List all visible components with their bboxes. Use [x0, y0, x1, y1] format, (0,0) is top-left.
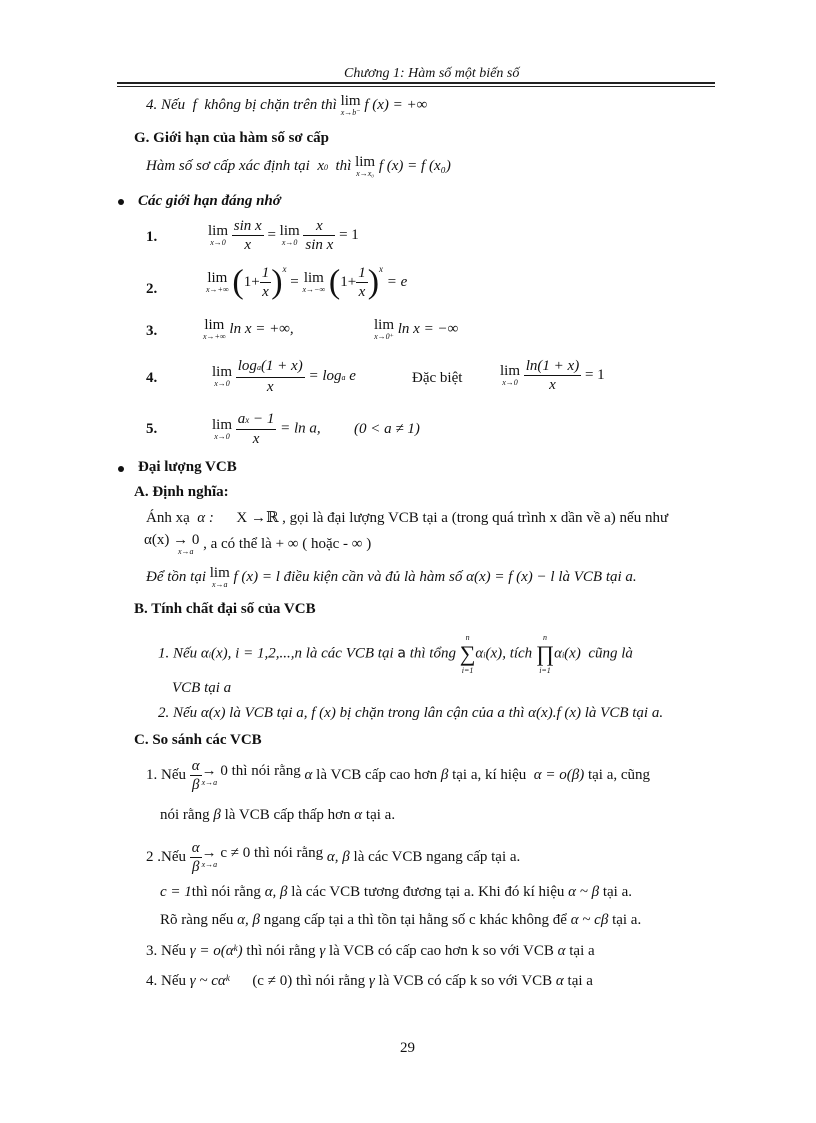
vcb-c2-line3-text: ngang cấp tại a thì tồn tại hằng số c khác không để — [263, 912, 567, 928]
bullet-icon — [118, 199, 124, 205]
limit-1-tail: = 1 — [339, 226, 359, 243]
bullet-icon — [118, 466, 124, 472]
vcb-c2-line2 — [160, 884, 632, 901]
vcb-heading: Đại lượng VCB — [138, 459, 237, 475]
vcb-a-line2: α(x) → 0 x→a , a có thể là + ∞ ( hoặc - ∞ ) — [144, 532, 372, 556]
limit-3-left: ln x = +∞, — [229, 320, 294, 337]
limit-3-number: 3. — [146, 323, 158, 339]
vcb-b-p1-text: (x), i = 1,2,...,n là các VCB tại — [211, 645, 394, 662]
vcb-c1-prefix: 1. Nếu — [146, 766, 186, 783]
vcb-c2-symbols: α, β — [326, 848, 350, 865]
vcb-c4-line: 4. Nếu γ ~ $c\alpha^k$ (c ≠ 0) thì nói rằng γ là VCB có cấp k so với VCB α tại a — [146, 973, 593, 989]
item4-line: 4. Nếu f không bị chặn trên thì lim x→b⁻ f (x) = +∞ — [146, 93, 428, 117]
vcb-c2-line2-tail: tại a. — [602, 884, 632, 900]
vcb-c3-line: 3. Nếu $\gamma = o(\alpha^k)$ thì nói rằng γ là VCB có cấp cao hơn k so với VCB α tại a — [146, 943, 595, 959]
vcb-c4-alpha: α — [555, 973, 564, 989]
limit-5-number: 5. — [146, 421, 158, 437]
vcb-c1-line1: 1. Nếu $\frac{\alpha}{\beta}$ → 0 thì nói rằng x→a α là VCB cấp cao hơn β tại a, kí hiệu α = o(β) tại a, cũng — [146, 758, 651, 793]
vcb-c1-line2-text: là VCB cấp thấp hơn — [224, 807, 351, 823]
vcb-b-p2: 2. Nếu α(x) là VCB tại a, f (x) bị chặn trong lân cận của a thì α(x).f (x) là VCB tại a. — [158, 705, 664, 721]
vcb-b-p1-alpha: α — [200, 645, 209, 662]
limit-4-formula: lim x→0 $\frac{\log a(1 + x)}{x}$ = loga e — [212, 358, 356, 395]
vcb-c1-notation: α = o(β) — [533, 766, 585, 783]
vcb-a-line1: Ánh xạ α : X →ℝ , gọi là đại lượng VCB tại a (trong quá trình x dần về a) nếu như — [146, 510, 669, 526]
vcb-c-heading: C. So sánh các VCB — [134, 732, 262, 748]
vcb-c4-text2: là VCB có cấp k so với VCB — [378, 973, 553, 989]
vcb-b-p1-sum-label: thì tổng — [409, 645, 456, 662]
vcb-a-line2-text: , a có thể là + ∞ ( hoặc - ∞ ) — [203, 535, 372, 552]
vcb-c4-tail: tại a — [567, 973, 593, 989]
item4-prefix: 4. Nếu — [146, 96, 186, 113]
vcb-c1-text2: tại a, kí hiệu — [452, 766, 527, 783]
header-rule-thin — [117, 86, 715, 87]
vcb-c4-prefix: 4. Nếu — [146, 973, 186, 989]
limit-5-tail: = ln a, — [280, 420, 321, 437]
vcb-b-p1-product-label: , tích — [502, 645, 533, 662]
vcb-c1-arrow: → 0 thì nói rằng — [201, 763, 301, 779]
vcb-b-p1-tail: cũng là — [588, 645, 633, 662]
limit-2-tail: = e — [386, 273, 408, 290]
vcb-c3-text: thì nói rằng — [246, 943, 316, 959]
vcb-c4-notation: γ ~ cα — [189, 973, 226, 989]
vcb-c4-cond: (c ≠ 0) — [252, 973, 293, 989]
vcb-c3-notation: γ = o(α — [189, 943, 234, 959]
vcb-c2-line3 — [160, 912, 641, 929]
vcb-c2-line3-prefix: Rõ ràng nếu — [160, 912, 234, 928]
vcb-a-line3-end: α(x) = f (x) − l là VCB tại a. — [466, 568, 637, 585]
limit-5-formula: lim x→0 $\frac{ax - 1}{x}$ = ln a, — [212, 411, 321, 447]
section-g-line: Hàm số sơ cấp xác định tại x0 thì lim x→x₀ f (x) = f (x₀) — [146, 154, 451, 178]
vcb-c2-line2-notation: α ~ β — [568, 884, 600, 900]
vcb-a-line1-text: X →ℝ , gọi là đại lượng VCB tại a (trong quá trình x dần về a) nếu như — [236, 510, 669, 526]
limit-4-special-formula: lim x→0 $\frac{\ln(1 + x)}{x}$ = 1 — [500, 358, 605, 393]
vcb-a-heading: A. Định nghĩa: — [134, 484, 229, 500]
vcb-c2-line3-notation: α ~ cβ — [570, 912, 609, 928]
section-g-limit-sub: x→x₀ — [356, 169, 375, 178]
section-g-text: Hàm số sơ cấp xác định tại — [146, 157, 310, 174]
vcb-b-heading: B. Tính chất đại số của VCB — [134, 601, 316, 617]
header-rule — [117, 82, 715, 84]
vcb-b-p1-prefix: 1. Nếu — [158, 645, 198, 662]
limits-heading: Các giới hạn đáng nhớ — [138, 193, 281, 209]
vcb-c4-text: thì nói rằng — [295, 973, 366, 989]
section-g-heading: G. Giới hạn của hàm số sơ cấp — [134, 130, 329, 146]
section-g-result: f (x) = f (x₀) — [378, 157, 451, 174]
vcb-c2-line2-symbols: α, β — [264, 884, 288, 900]
limit-4-tail: = log — [308, 367, 342, 384]
vcb-a-line3-mid: f (x) = l điều kiện cần và đủ là hàm số — [233, 568, 463, 585]
limit-4-special: Đặc biệt — [412, 370, 463, 386]
page-header-title: Chương 1: Hàm số một biến số — [344, 66, 520, 81]
vcb-c2-line2-text: thì nói rằng — [191, 884, 261, 900]
vcb-a-line1-prefix: Ánh xạ — [146, 510, 190, 526]
limit-3-right: ln x = −∞ — [397, 320, 459, 337]
section-g-then: thì — [335, 157, 352, 174]
vcb-c1-line2: nói rằng β là VCB cấp thấp hơn α tại a. — [160, 807, 396, 823]
vcb-c3-prefix: 3. Nếu — [146, 943, 186, 959]
vcb-c2-prefix: 2 .Nếu — [146, 848, 186, 865]
limit-1-formula: lim x→0 $\frac{\text{sin x}}{x}$ = lim x→0 $\frac{x}{\text{sin x}}$ = 1 — [208, 218, 359, 253]
vcb-b-p1-end: VCB tại a — [172, 680, 232, 696]
limit-4-tail2: = 1 — [584, 366, 605, 383]
vcb-b-p1: 1. Nếu αi(x), i = 1,2,...,n là các VCB tại a thì tổng n ∑ i=1 αi(x), tích n ∏ i=1 αi(x) cũng là — [158, 633, 633, 675]
vcb-c2-line2-c: c = 1 — [160, 884, 192, 900]
limit-3-formula-right: lim x→0⁺ ln x = −∞ — [374, 317, 459, 341]
limit-3-formula: lim x→+∞ ln x = +∞, — [203, 317, 294, 341]
vcb-c2-line1: 2 .Nếu $\frac{\alpha}{\beta}$ → c ≠ 0 thì nói rằng x→a α, β là các VCB ngang cấp tại a. — [146, 840, 521, 875]
vcb-c4-gamma: γ — [368, 973, 375, 989]
vcb-a-line3: Để tồn tại lim x→a f (x) = l điều kiện cần và đủ là hàm số α(x) = f (x) − l là VCB tại a. — [146, 565, 637, 589]
limit-1-number: 1. — [146, 229, 158, 245]
vcb-c3-tail: tại a — [569, 943, 595, 959]
vcb-c1-line2-tail: tại a. — [365, 807, 396, 823]
page-number: 29 — [400, 1040, 415, 1056]
vcb-c2-line3-symbols: α, β — [237, 912, 260, 928]
vcb-c2-line3-tail: tại a. — [612, 912, 642, 928]
item4-limit-sub: x→b⁻ — [340, 108, 361, 117]
vcb-c3-text2: là VCB có cấp cao hơn k so với VCB — [328, 943, 554, 959]
limit-2-number: 2. — [146, 281, 158, 297]
vcb-c3-alpha: α — [557, 943, 566, 959]
vcb-a-line3-prefix: Để tồn tại — [146, 568, 206, 585]
vcb-c3-gamma: γ — [319, 943, 326, 959]
vcb-c3-close: ) — [237, 943, 243, 959]
vcb-b-p1-a: a — [397, 645, 406, 662]
vcb-c2-line2-text2: là các VCB tương đương tại a. Khi đó kí hiệu — [291, 884, 565, 900]
limit-5-condition: (0 < a ≠ 1) — [354, 421, 420, 437]
vcb-c1-tail: tại a, cũng — [587, 766, 651, 783]
limit-2-formula: lim x→+∞ (1+ $\frac{1}{x}$ )$^x$ = lim x→−∞ (1+ $\frac{1}{x}$ )$^x$ = e — [206, 263, 408, 301]
item4-text: không bị chặn trên thì — [204, 96, 337, 113]
vcb-c2-text: là các VCB ngang cấp tại a. — [353, 848, 521, 865]
item4-result: f (x) = +∞ — [364, 96, 428, 113]
vcb-c1-line2-prefix: nói rằng — [160, 807, 210, 823]
vcb-c1-text: là VCB cấp cao hơn — [316, 766, 438, 783]
vcb-c2-arrow: → c ≠ 0 thì nói rằng — [201, 845, 324, 861]
limit-4-number: 4. — [146, 370, 158, 386]
